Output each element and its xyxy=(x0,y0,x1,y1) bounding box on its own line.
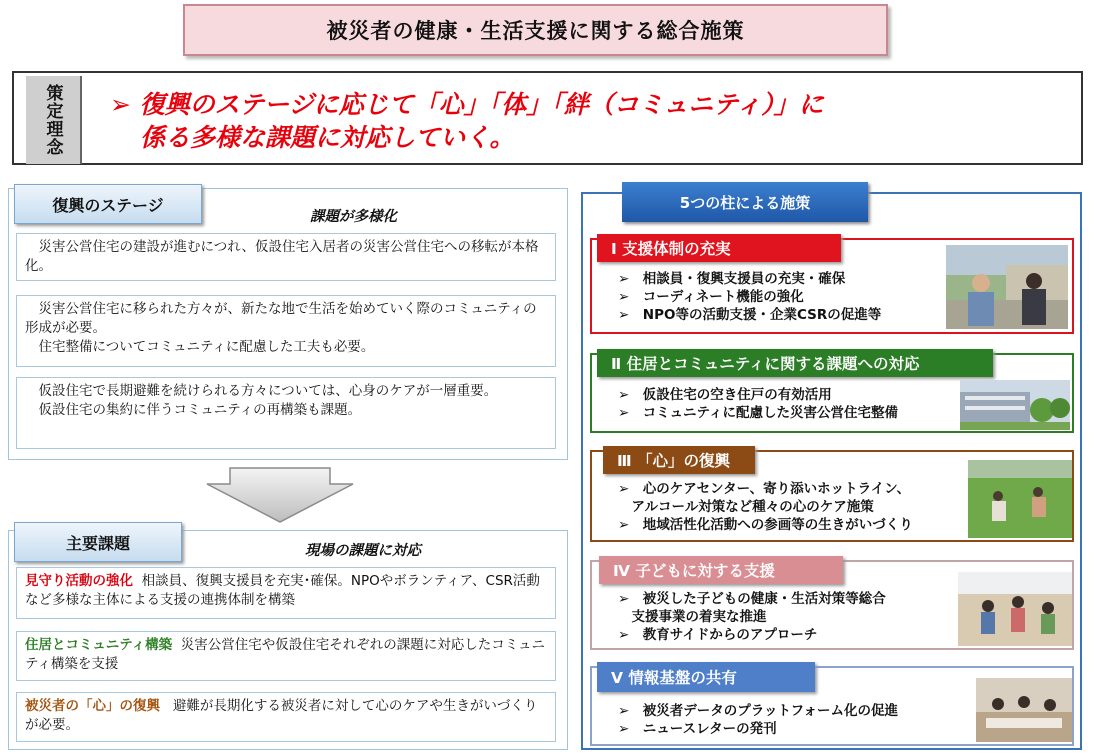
pillar-1-item: ➢ コーディネート機能の強化 xyxy=(618,289,804,305)
housing-photo xyxy=(960,380,1070,430)
issue-item-2 xyxy=(16,631,556,681)
pillar-2-items xyxy=(618,386,898,422)
support-staff-photo xyxy=(946,245,1068,329)
pillar-2-title: Ⅱ 住居とコミュニティに関する課題への対応 xyxy=(597,349,993,377)
pillar-1-items xyxy=(618,270,881,324)
pillar-5-item: ➢ ニュースレターの発刊 xyxy=(618,721,777,737)
pillar-4-title: Ⅳ 子どもに対する支援 xyxy=(599,556,843,584)
concept-label-text: 策定理念 xyxy=(42,84,63,156)
pillar-5-item: ➢ 被災者データのプラットフォーム化の促進 xyxy=(618,703,898,719)
issue-2-head: 住居とコミュニティ構築 xyxy=(25,637,173,653)
stage-box-2-text-1: 災害公営住宅に移られた方々が、新たな地で生活を始めていく際のコミュニティの形成が必要。 xyxy=(25,301,537,336)
pillars-tag: 5つの柱による施策 xyxy=(622,182,868,222)
pillar-3-items xyxy=(618,480,913,534)
issue-2-text: 災害公営住宅や仮設住宅それぞれの課題に対応したコミュニティ構築を支援 xyxy=(25,637,545,672)
stage-box-2-text-2: 住宅整備についてコミュニティに配慮した工夫も必要。 xyxy=(38,339,375,355)
pillar-3-item: ➢ 心のケアセンター、寄り添いホットライン、 xyxy=(618,481,911,497)
pillar-3-item: アルコール対策など種々の心のケア施策 xyxy=(618,499,874,515)
issue-3-head: 被災者の「心」の復興 xyxy=(25,698,160,714)
stage-box-3-text-1: 仮設住宅で長期避難を続けられる方々については、心身のケアが一層重要。 xyxy=(38,383,498,399)
pillar-4-item: 支援事業の着実な推進 xyxy=(618,609,767,625)
pillar-2-item: ➢ 仮設住宅の空き住戸の有効活用 xyxy=(618,387,832,403)
pillar-3-title: Ⅲ 「心」の復興 xyxy=(603,446,755,474)
children-photo xyxy=(958,572,1072,646)
stage-tag: 復興のステージ xyxy=(14,184,202,224)
stage-box-3-text-2: 仮設住宅の集約に伴うコミュニティの再構築も課題。 xyxy=(38,402,362,418)
meeting-photo xyxy=(976,678,1072,742)
issue-1-head: 見守り活動の強化 xyxy=(25,573,133,589)
pillar-1-item: ➢ NPO等の活動支援・企業CSRの促進等 xyxy=(618,307,882,323)
page-title: 被災者の健康・生活支援に関する総合施策 xyxy=(183,4,888,56)
pillar-5-title: Ⅴ 情報基盤の共有 xyxy=(597,662,815,692)
issue-item-3 xyxy=(16,692,556,742)
down-arrow-icon xyxy=(205,466,355,524)
stage-box-1 xyxy=(16,233,556,281)
pillar-4-item: ➢ 教育サイドからのアプローチ xyxy=(618,627,818,643)
pillar-4-items xyxy=(618,590,886,644)
pillar-5-items xyxy=(618,702,898,738)
issue-3-text: 避難が長期化する被災者に対して心のケアや生きがいづくりが必要。 xyxy=(25,698,538,733)
issues-tag: 主要課題 xyxy=(14,522,182,562)
issue-item-1 xyxy=(16,567,556,619)
issues-subtitle: 現場の課題に対応 xyxy=(305,543,421,559)
concept-line-2: 係る多様な課題に対応していく。 xyxy=(140,123,515,152)
concept-line-1: ➢ 復興のステージに応じて「心」「体」「絆（コミュニティ）」に xyxy=(110,90,824,119)
pillar-1-title: Ⅰ 支援体制の充実 xyxy=(597,234,841,262)
concept-label xyxy=(26,76,82,164)
pillar-4-item: ➢ 被災した子どもの健康・生活対策等総合 xyxy=(618,591,886,607)
field-work-photo xyxy=(968,460,1072,538)
pillar-1-item: ➢ 相談員・復興支援員の充実・確保 xyxy=(618,271,846,287)
issue-1-text: 相談員、復興支援員を充実･確保。NPOやボランティア、CSR活動など多様な主体による支援の連携体制を構築 xyxy=(25,573,540,608)
stage-box-1-text: 災害公営住宅の建設が進むにつれ、仮設住宅入居者の災害公営住宅への移転が本格化。 xyxy=(25,239,539,274)
pillar-3-item: ➢ 地域活性化活動への参画等の生きがいづくり xyxy=(618,517,913,533)
concept-statement xyxy=(110,88,1060,154)
stage-subtitle: 課題が多様化 xyxy=(310,209,397,225)
pillar-2-item: ➢ コミュニティに配慮した災害公営住宅整備 xyxy=(618,405,898,421)
stage-box-2 xyxy=(16,295,556,367)
stage-box-3 xyxy=(16,377,556,449)
